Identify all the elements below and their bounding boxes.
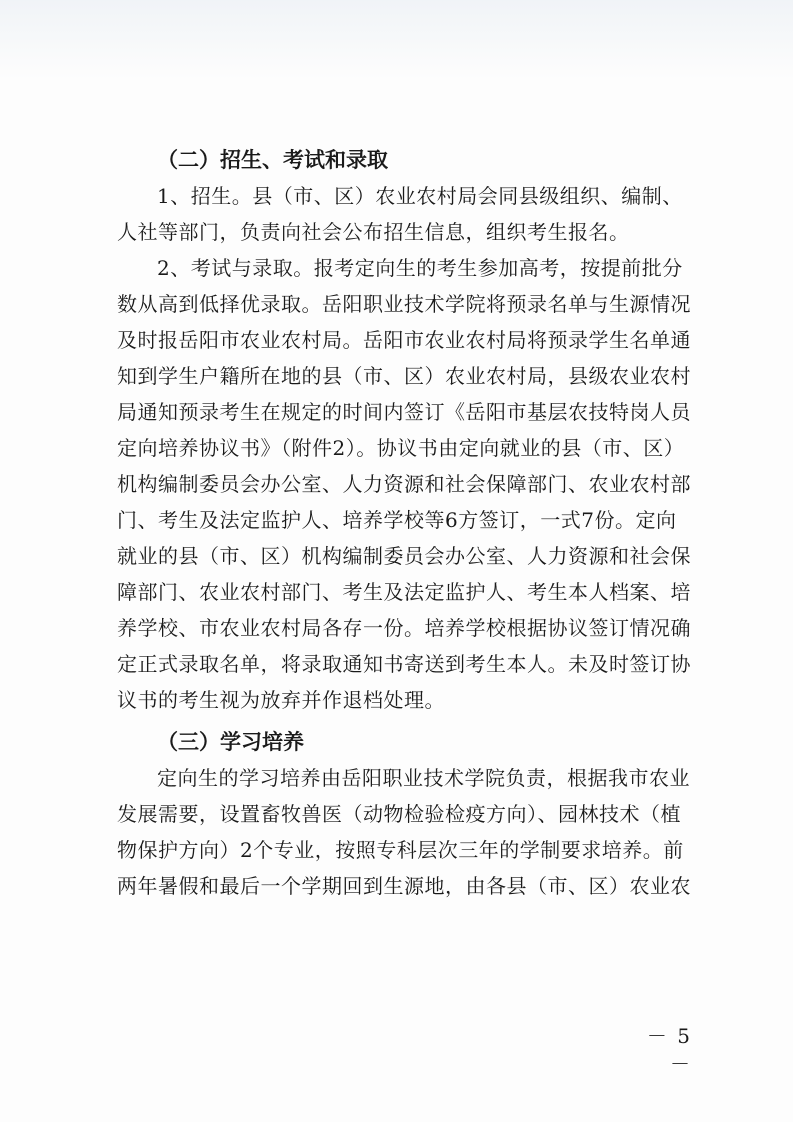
text-line: 养学校、市农业农村局各存一份。培养学校根据协议签订情况确 xyxy=(117,616,691,640)
text-line: 发展需要，设置畜牧兽医（动物检验检疫方向）、园林技术（植 xyxy=(117,802,681,826)
text-line: 2、考试与录取。报考定向生的考生参加高考，按提前批分 xyxy=(157,256,683,280)
paragraph-enrollment-recruitment xyxy=(117,178,692,250)
text-line: 定向培养协议书》（附件2）。协议书由定向就业的县（市、区） xyxy=(117,436,685,460)
text-line: 就业的县（市、区）机构编制委员会办公室、人力资源和社会保 xyxy=(117,544,691,568)
paragraph-exam-admission xyxy=(117,250,692,718)
text-line: 议书的考生视为放弃并作退档处理。 xyxy=(117,688,445,712)
text-line: 数从高到低择优录取。岳阳职业技术学院将预录名单与生源情况 xyxy=(117,292,691,316)
document-body xyxy=(117,142,692,904)
section-heading-training: （三）学习培养 xyxy=(157,729,304,754)
text-line: 及时报岳阳市农业农村局。岳阳市农业农村局将预录学生名单通 xyxy=(117,328,691,352)
paragraph-study-training xyxy=(117,760,692,904)
text-line: 1、招生。县（市、区）农业农村局会同县级组织、编制、 xyxy=(157,184,683,208)
page-number: － 5 － xyxy=(646,1024,692,1076)
text-line: 物保护方向）2个专业，按照专科层次三年的学制要求培养。前 xyxy=(117,838,684,862)
text-line: 局通知预录考生在规定的时间内签订《岳阳市基层农技特岗人员 xyxy=(117,400,691,424)
section-heading-enrollment: （二）招生、考试和录取 xyxy=(157,147,388,172)
text-line: 知到学生户籍所在地的县（市、区）农业农村局，县级农业农村 xyxy=(117,364,691,388)
text-line: 两年暑假和最后一个学期回到生源地，由各县（市、区）农业农 xyxy=(117,874,691,898)
text-line: 人社等部门，负责向社会公布招生信息，组织考生报名。 xyxy=(117,220,630,244)
text-line: 定向生的学习培养由岳阳职业技术学院负责，根据我市农业 xyxy=(157,766,690,790)
text-line: 门、考生及法定监护人、培养学校等6方签订，一式7份。定向 xyxy=(117,508,677,532)
text-line: 定正式录取名单，将录取通知书寄送到考生本人。未及时签订协 xyxy=(117,652,691,676)
text-line: 障部门、农业农村部门、考生及法定监护人、考生本人档案、培 xyxy=(117,580,691,604)
text-line: 机构编制委员会办公室、人力资源和社会保障部门、农业农村部 xyxy=(117,472,691,496)
